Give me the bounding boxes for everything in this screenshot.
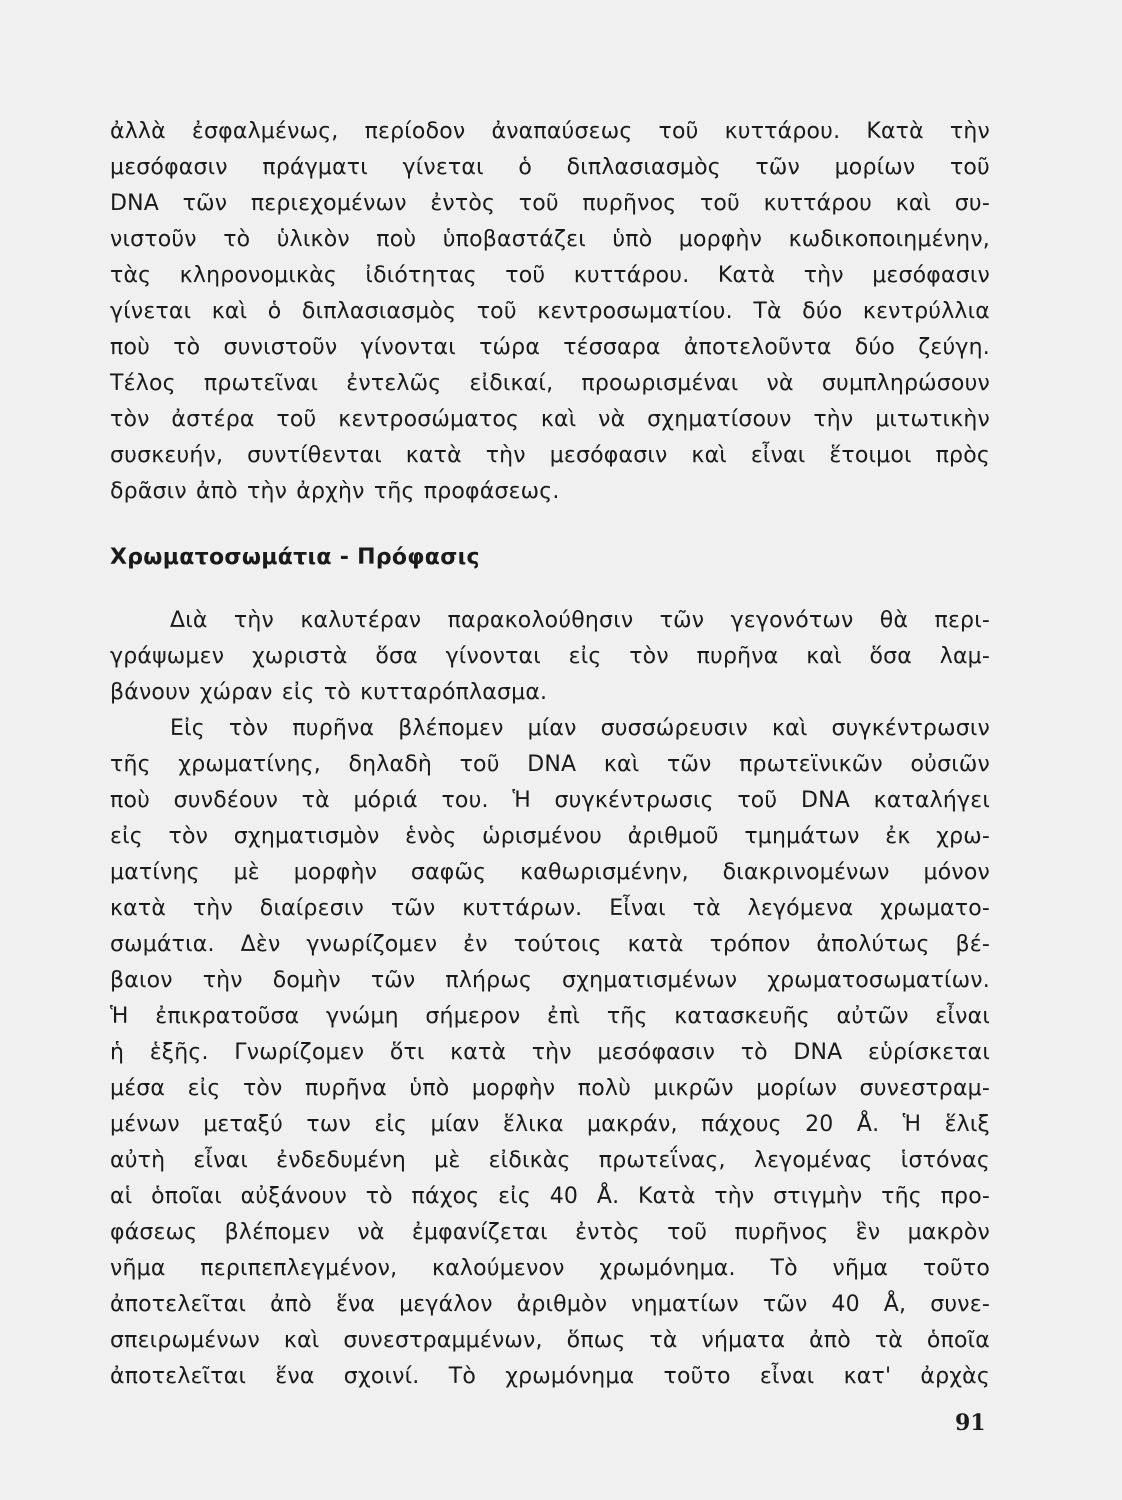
text-line: φάσεως βλέπομεν νὰ ἐμφανίζεται ἐντὸς τοῦ πυρῆνος ἓν μακρὸν xyxy=(110,1220,990,1245)
text-line: νιστοῦν τὸ ὑλικὸν ποὺ ὑποβαστάζει ὑπὸ μορφὴν κωδικοποιημένην, xyxy=(110,227,990,252)
text-line: σωμάτια. Δὲν γνωρίζομεν ἐν τούτοις κατὰ τρόπον ἀπολύτως βέ- xyxy=(110,932,990,957)
text-line: αὐτὴ εἶναι ἐνδεδυμένη μὲ εἰδικὰς πρωτεΐνας, λεγομένας ἱστόνας xyxy=(110,1148,990,1173)
text-line: ἡ ἑξῆς. Γνωρίζομεν ὅτι κατὰ τὴν μεσόφασιν τὸ DNA εὑρίσκεται xyxy=(110,1040,990,1065)
text-line: μεσόφασιν πράγματι γίνεται ὁ διπλασιασμὸς τῶν μορίων τοῦ xyxy=(110,155,990,180)
text-line: γράψωμεν χωριστὰ ὅσα γίνονται εἰς τὸν πυρῆνα καὶ ὅσα λαμ- xyxy=(110,644,990,669)
text-line: Τέλος πρωτεῖναι ἐντελῶς εἰδικαί, προωρισμέναι νὰ συμπληρώσουν xyxy=(110,371,990,396)
text-line: βαιον τὴν δομὴν τῶν πλήρως σχηματισμένων χρωματοσωματίων. xyxy=(110,968,990,993)
text-line: μέσα εἰς τὸν πυρῆνα ὑπὸ μορφὴν πολὺ μικρῶν μορίων συνεστραμ- xyxy=(110,1076,990,1101)
text-line: Εἰς τὸν πυρῆνα βλέπομεν μίαν συσσώρευσιν καὶ συγκέντρωσιν xyxy=(170,716,990,741)
text-line: αἱ ὁποῖαι αὐξάνουν τὸ πάχος εἰς 40 Å. Κατὰ τὴν στιγμὴν τῆς προ- xyxy=(110,1184,990,1209)
text-line: Ἡ ἐπικρατοῦσα γνώμη σήμερον ἐπὶ τῆς κατασκευῆς αὐτῶν εἶναι xyxy=(110,1004,990,1029)
text-line: γίνεται καὶ ὁ διπλασιασμὸς τοῦ κεντροσωματίου. Τὰ δύο κεντρύλλια xyxy=(110,299,990,324)
text-line: μένων μεταξύ των εἰς μίαν ἕλικα μακράν, πάχους 20 Å. Ἡ ἕλιξ xyxy=(110,1112,990,1137)
text-line: ποὺ συνδέουν τὰ μόριά του. Ἡ συγκέντρωσις τοῦ DNA καταλήγει xyxy=(110,788,990,813)
text-line: ἀλλὰ ἐσφαλμένως, περίοδον ἀναπαύσεως τοῦ κυττάρου. Κατὰ τὴν xyxy=(110,119,990,144)
text-line: DNA τῶν περιεχομένων ἐντὸς τοῦ πυρῆνος τοῦ κυττάρου καὶ συ- xyxy=(110,191,990,216)
section-heading: Χρωματοσωμάτια - Πρόφασις xyxy=(110,545,480,570)
text-line: δρᾶσιν ἀπὸ τὴν ἀρχὴν τῆς προφάσεως. xyxy=(110,479,560,504)
text-line: κατὰ τὴν διαίρεσιν τῶν κυττάρων. Εἶναι τὰ λεγόμενα χρωματο- xyxy=(110,896,990,921)
text-line: σπειρωμένων καὶ συνεστραμμένων, ὅπως τὰ νήματα ἀπὸ τὰ ὁποῖα xyxy=(110,1328,990,1353)
text-line: τὰς κληρονομικὰς ἰδιότητας τοῦ κυττάρου. Κατὰ τὴν μεσόφασιν xyxy=(110,263,990,288)
text-line: ποὺ τὸ συνιστοῦν γίνονται τώρα τέσσαρα ἀποτελοῦντα δύο ζεύγη. xyxy=(110,335,990,360)
text-line: Διὰ τὴν καλυτέραν παρακολούθησιν τῶν γεγονότων θὰ περι- xyxy=(170,608,990,633)
text-line: βάνουν χώραν εἰς τὸ κυτταρόπλασμα. xyxy=(110,680,548,705)
text-line: ματίνης μὲ μορφὴν σαφῶς καθωρισμένην, διακρινομένων μόνον xyxy=(110,860,990,885)
text-line: ἀποτελεῖται ἕνα σχοινί. Τὸ χρωμόνημα τοῦτο εἶναι κατ' ἀρχὰς xyxy=(110,1364,990,1389)
text-line: νῆμα περιπεπλεγμένον, καλούμενον χρωμόνημα. Τὸ νῆμα τοῦτο xyxy=(110,1256,990,1281)
text-line: τῆς χρωματίνης, δηλαδὴ τοῦ DNA καὶ τῶν πρωτεϊνικῶν οὐσιῶν xyxy=(110,752,990,777)
text-line: τὸν ἀστέρα τοῦ κεντροσώματος καὶ νὰ σχηματίσουν τὴν μιτωτικὴν xyxy=(110,407,990,432)
page-number: 91 xyxy=(955,1410,986,1436)
text-line: εἰς τὸν σχηματισμὸν ἑνὸς ὡρισμένου ἀριθμοῦ τμημάτων ἐκ χρω- xyxy=(110,824,990,849)
text-line: συσκευήν, συντίθενται κατὰ τὴν μεσόφασιν καὶ εἶναι ἕτοιμοι πρὸς xyxy=(110,443,990,468)
text-line: ἀποτελεῖται ἀπὸ ἕνα μεγάλον ἀριθμὸν νηματίων τῶν 40 Å, συνε- xyxy=(110,1292,990,1317)
